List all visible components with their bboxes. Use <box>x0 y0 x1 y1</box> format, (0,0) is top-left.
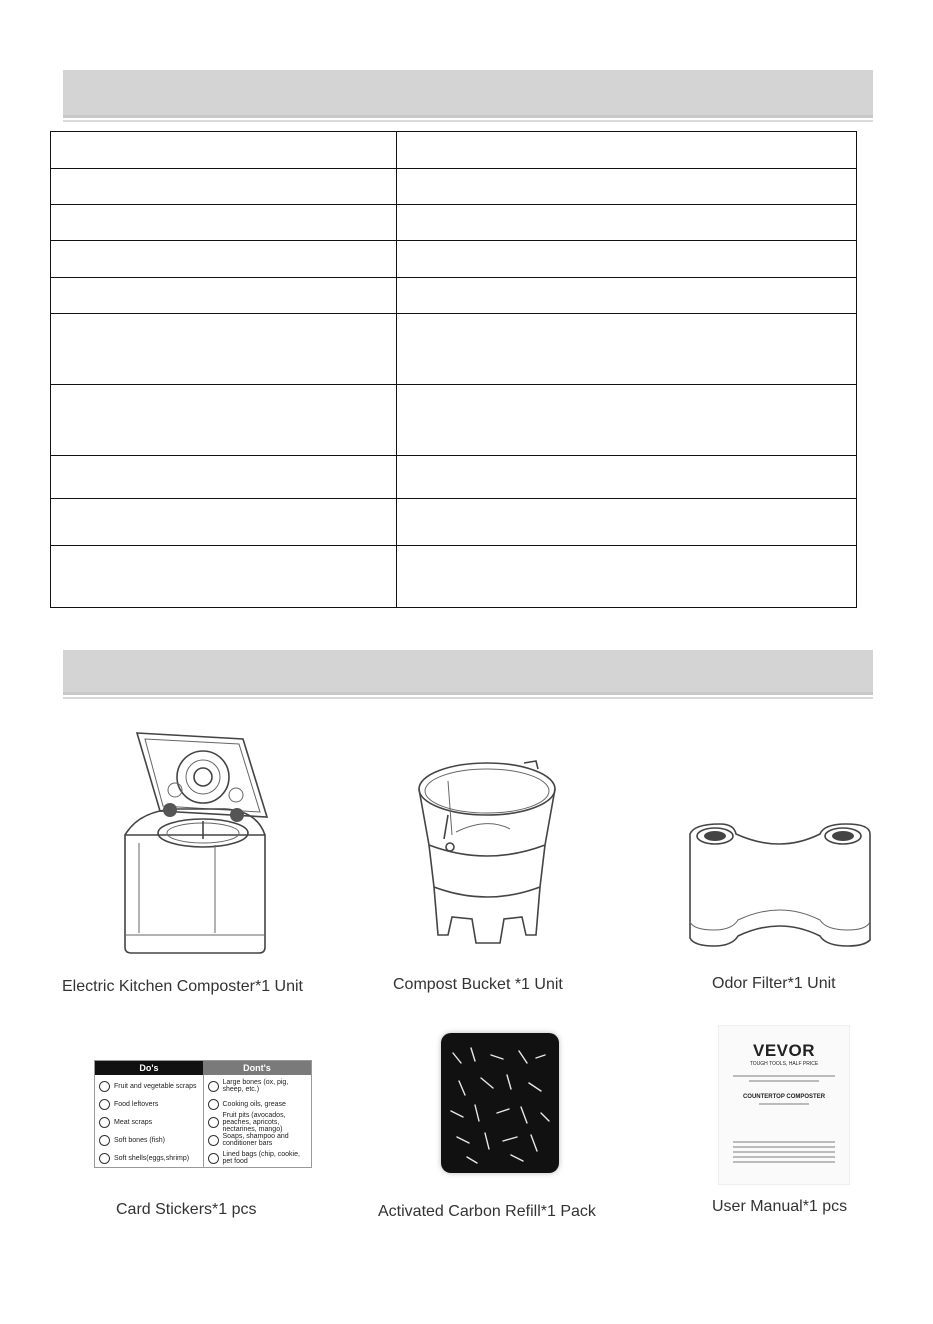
list-item <box>208 1095 308 1113</box>
list-item-label: Lined bags (chip, cookie, pet food <box>222 1151 300 1165</box>
composter-icon <box>115 725 285 960</box>
list-item-label: Cooking oils, grease <box>222 1100 286 1108</box>
spec-value <box>397 499 857 546</box>
spec-value <box>397 385 857 456</box>
list-item <box>208 1149 308 1167</box>
item-caption: Electric Kitchen Composter*1 Unit <box>62 978 303 995</box>
spec-label <box>51 169 397 205</box>
list-item <box>208 1131 308 1149</box>
spec-label <box>51 456 397 499</box>
table-row <box>51 169 857 205</box>
spec-value <box>397 205 857 241</box>
food-icon <box>99 1117 110 1128</box>
spec-label <box>51 278 397 314</box>
brand-tagline: TOUGH TOOLS, HALF PRICE <box>749 1061 819 1067</box>
spec-label <box>51 132 397 169</box>
spec-label <box>51 205 397 241</box>
food-icon <box>99 1135 110 1146</box>
spec-value <box>397 546 857 608</box>
food-icon <box>208 1135 219 1146</box>
food-icon <box>99 1081 110 1092</box>
table-row <box>51 314 857 385</box>
list-item <box>99 1149 199 1167</box>
list-item-label: Soft shells(eggs,shrimp) <box>114 1154 190 1162</box>
bucket-icon <box>412 757 562 957</box>
food-icon <box>208 1117 219 1128</box>
spec-label <box>51 241 397 278</box>
item-caption: Odor Filter*1 Unit <box>712 975 836 992</box>
filter-icon <box>688 820 873 950</box>
list-item-label: Fruit and vegetable scraps <box>114 1082 197 1090</box>
list-item <box>99 1131 199 1149</box>
table-row <box>51 456 857 499</box>
list-item-label: Fruit pits (avocados, peaches, apricots, nectarines, mango) <box>222 1111 286 1133</box>
list-item-label: Soaps, shampoo and conditioner bars <box>222 1133 289 1147</box>
table-row <box>51 385 857 456</box>
table-row <box>51 278 857 314</box>
spec-label <box>51 314 397 385</box>
list-item-label: Large bones (ox, pig, sheep, etc.) <box>222 1079 289 1093</box>
sticker-card <box>94 1060 312 1168</box>
spec-table <box>50 131 857 608</box>
list-item-label: Soft bones (fish) <box>114 1136 165 1144</box>
spec-value <box>397 456 857 499</box>
table-row <box>51 499 857 546</box>
item-caption: User Manual*1 pcs <box>712 1198 848 1215</box>
spec-label <box>51 385 397 456</box>
spec-label <box>51 499 397 546</box>
table-row <box>51 132 857 169</box>
dos-title: Do's <box>95 1061 203 1075</box>
item-caption: Compost Bucket *1 Unit <box>393 976 563 993</box>
manual-title: COUNTERTOP COMPOSTER <box>742 1094 826 1100</box>
spec-value <box>397 132 857 169</box>
food-icon <box>208 1081 219 1092</box>
list-item-label: Meat scraps <box>114 1118 153 1126</box>
list-item <box>99 1095 199 1113</box>
spec-value <box>397 278 857 314</box>
spec-label <box>51 546 397 608</box>
carbon-pack-image <box>441 1033 559 1173</box>
donts-list <box>204 1075 312 1168</box>
section-header-package <box>63 650 873 695</box>
list-item <box>208 1077 308 1095</box>
section-header-specs <box>63 70 873 118</box>
food-icon <box>99 1153 110 1164</box>
food-icon <box>208 1153 219 1164</box>
table-row <box>51 205 857 241</box>
donts-title: Dont's <box>203 1061 311 1075</box>
spec-value <box>397 169 857 205</box>
item-caption: Activated Carbon Refill*1 Pack <box>378 1203 596 1220</box>
dos-list <box>95 1075 204 1168</box>
list-item-label: Food leftovers <box>114 1100 159 1108</box>
carbon-granules-icon <box>441 1033 559 1173</box>
list-item <box>208 1113 308 1131</box>
item-caption: Card Stickers*1 pcs <box>116 1201 257 1218</box>
user-manual-image <box>718 1025 850 1185</box>
food-icon <box>99 1099 110 1110</box>
food-icon <box>208 1099 219 1110</box>
spec-value <box>397 241 857 278</box>
table-row <box>51 241 857 278</box>
list-item <box>99 1113 199 1131</box>
table-row <box>51 546 857 608</box>
list-item <box>99 1077 199 1095</box>
brand-logo: VEVOR <box>752 1041 816 1060</box>
spec-value <box>397 314 857 385</box>
